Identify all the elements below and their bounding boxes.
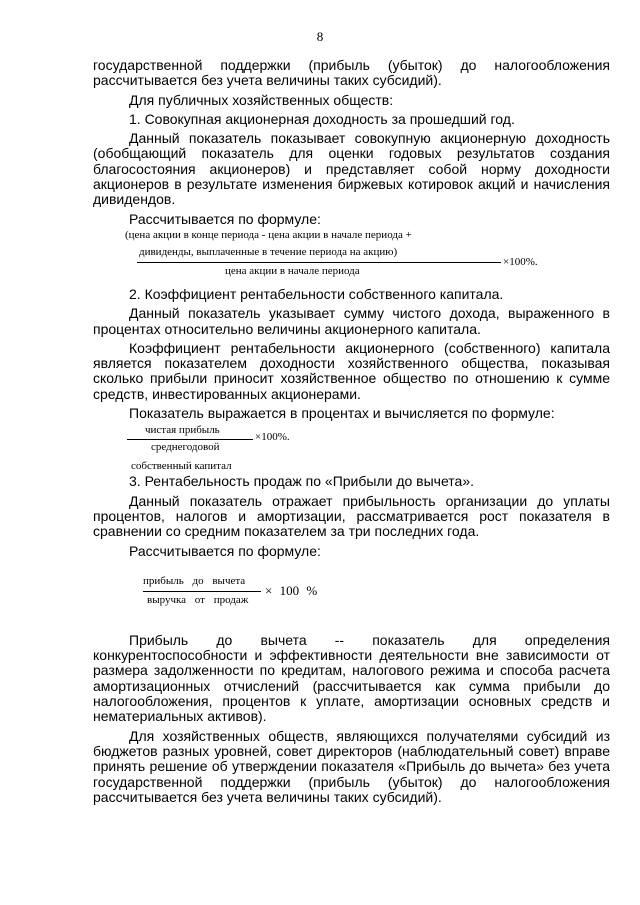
paragraph-tsr-description: Данный показатель показывает совокупную акционерную доходность (обобщающий показатель для оценки годовых результатов создания благосостояния акционеров) и представляет собой норму доходности акционеров в результате изменения биржевых котировок акций и начисления дивидендов. <box>93 130 610 208</box>
formula-roe <box>125 424 610 473</box>
formula-roe-numerator: чистая прибыль <box>145 424 220 437</box>
page-body <box>93 58 610 805</box>
formula-tsr <box>125 229 610 281</box>
formula-ebitda-margin <box>143 575 610 609</box>
heading-total-shareholder-return: 1. Совокупная акционерная доходность за прошедший год. <box>129 110 515 127</box>
formula-roe-denominator-line2: собственный капитал <box>131 460 232 473</box>
formula-roe-denominator-line1: среднегодовой <box>151 441 220 454</box>
formula-tsr-numerator-line2: дивиденды, выплаченные в течение периода на акцию) <box>139 245 398 258</box>
heading-ebitda-margin: 3. Рентабельность продаж по «Прибыли до вычета». <box>129 473 475 490</box>
fraction-bar <box>137 262 501 263</box>
paragraph-ebitda-definition: Прибыль до вычета -- показатель для определения конкурентоспособности и эффективности деятельности вне зависимости от размера задолженности по кредитам, налогового режима и способа расчета амортизационных отчислений (рассчитывается как сумма прибыли до налогообложения, процентов к уплате, амортизации основных средств и нематериальных активов). <box>93 631 610 725</box>
fraction-bar <box>127 439 253 440</box>
paragraph-formula-intro-2: Показатель выражается в процентах и вычисляется по формуле: <box>129 405 555 422</box>
paragraph-ebitda-description: Данный показатель отражает прибыльность организации до уплаты процентов, налогов и амортизации, рассматривается рост показателя в сравнении со средним показателем за три последних года. <box>93 492 610 540</box>
formula-ebitda-multiplier: × 100 % <box>265 582 318 598</box>
formula-ebitda-numerator: прибыль до вычета <box>143 574 246 587</box>
paragraph-continuation: государственной поддержки (прибыль (убыток) до налогообложения рассчитывается без учета величины таких субсидий). <box>93 57 610 89</box>
paragraph-roe-description: Данный показатель указывает сумму чистого дохода, выраженного в процентах относительно величины акционерного капитала. <box>93 305 610 337</box>
page-number: 8 <box>316 29 324 44</box>
paragraph-subsidy-recipients: Для хозяйственных обществ, являющихся получателями субсидий из бюджетов разных уровней, совет директоров (наблюдательный совет) вправе принять решение об утверждении показателя «Прибыль до вычета» без учета государственной поддержки (прибыль (убыток) до налогообложения рассчитывается без учета величины таких субсидий). <box>93 727 610 805</box>
formula-roe-multiplier: ×100%. <box>255 431 290 444</box>
paragraph-public-companies: Для публичных хозяйственных обществ: <box>129 91 394 108</box>
paragraph-formula-intro-3: Рассчитывается по формуле: <box>129 542 321 559</box>
heading-return-on-equity: 2. Коэффициент рентабельности собственного капитала. <box>129 285 504 302</box>
formula-tsr-multiplier: ×100%. <box>503 255 538 268</box>
formula-tsr-numerator-line1: (цена акции в конце периода - цена акции в начале периода + <box>125 228 412 241</box>
paragraph-roe-explanation: Коэффициент рентабельности акционерного (собственного) капитала является показателем доходности хозяйственного общества, показывая сколько прибыли приносит хозяйственное общество по отношению к сумме средств, инвестированных акционерами. <box>93 339 610 402</box>
formula-tsr-denominator: цена акции в начале периода <box>225 264 360 277</box>
formula-ebitda-denominator: выручка от продаж <box>147 593 249 606</box>
fraction-bar <box>143 591 261 592</box>
paragraph-formula-intro-1: Рассчитывается по формуле: <box>129 210 321 227</box>
